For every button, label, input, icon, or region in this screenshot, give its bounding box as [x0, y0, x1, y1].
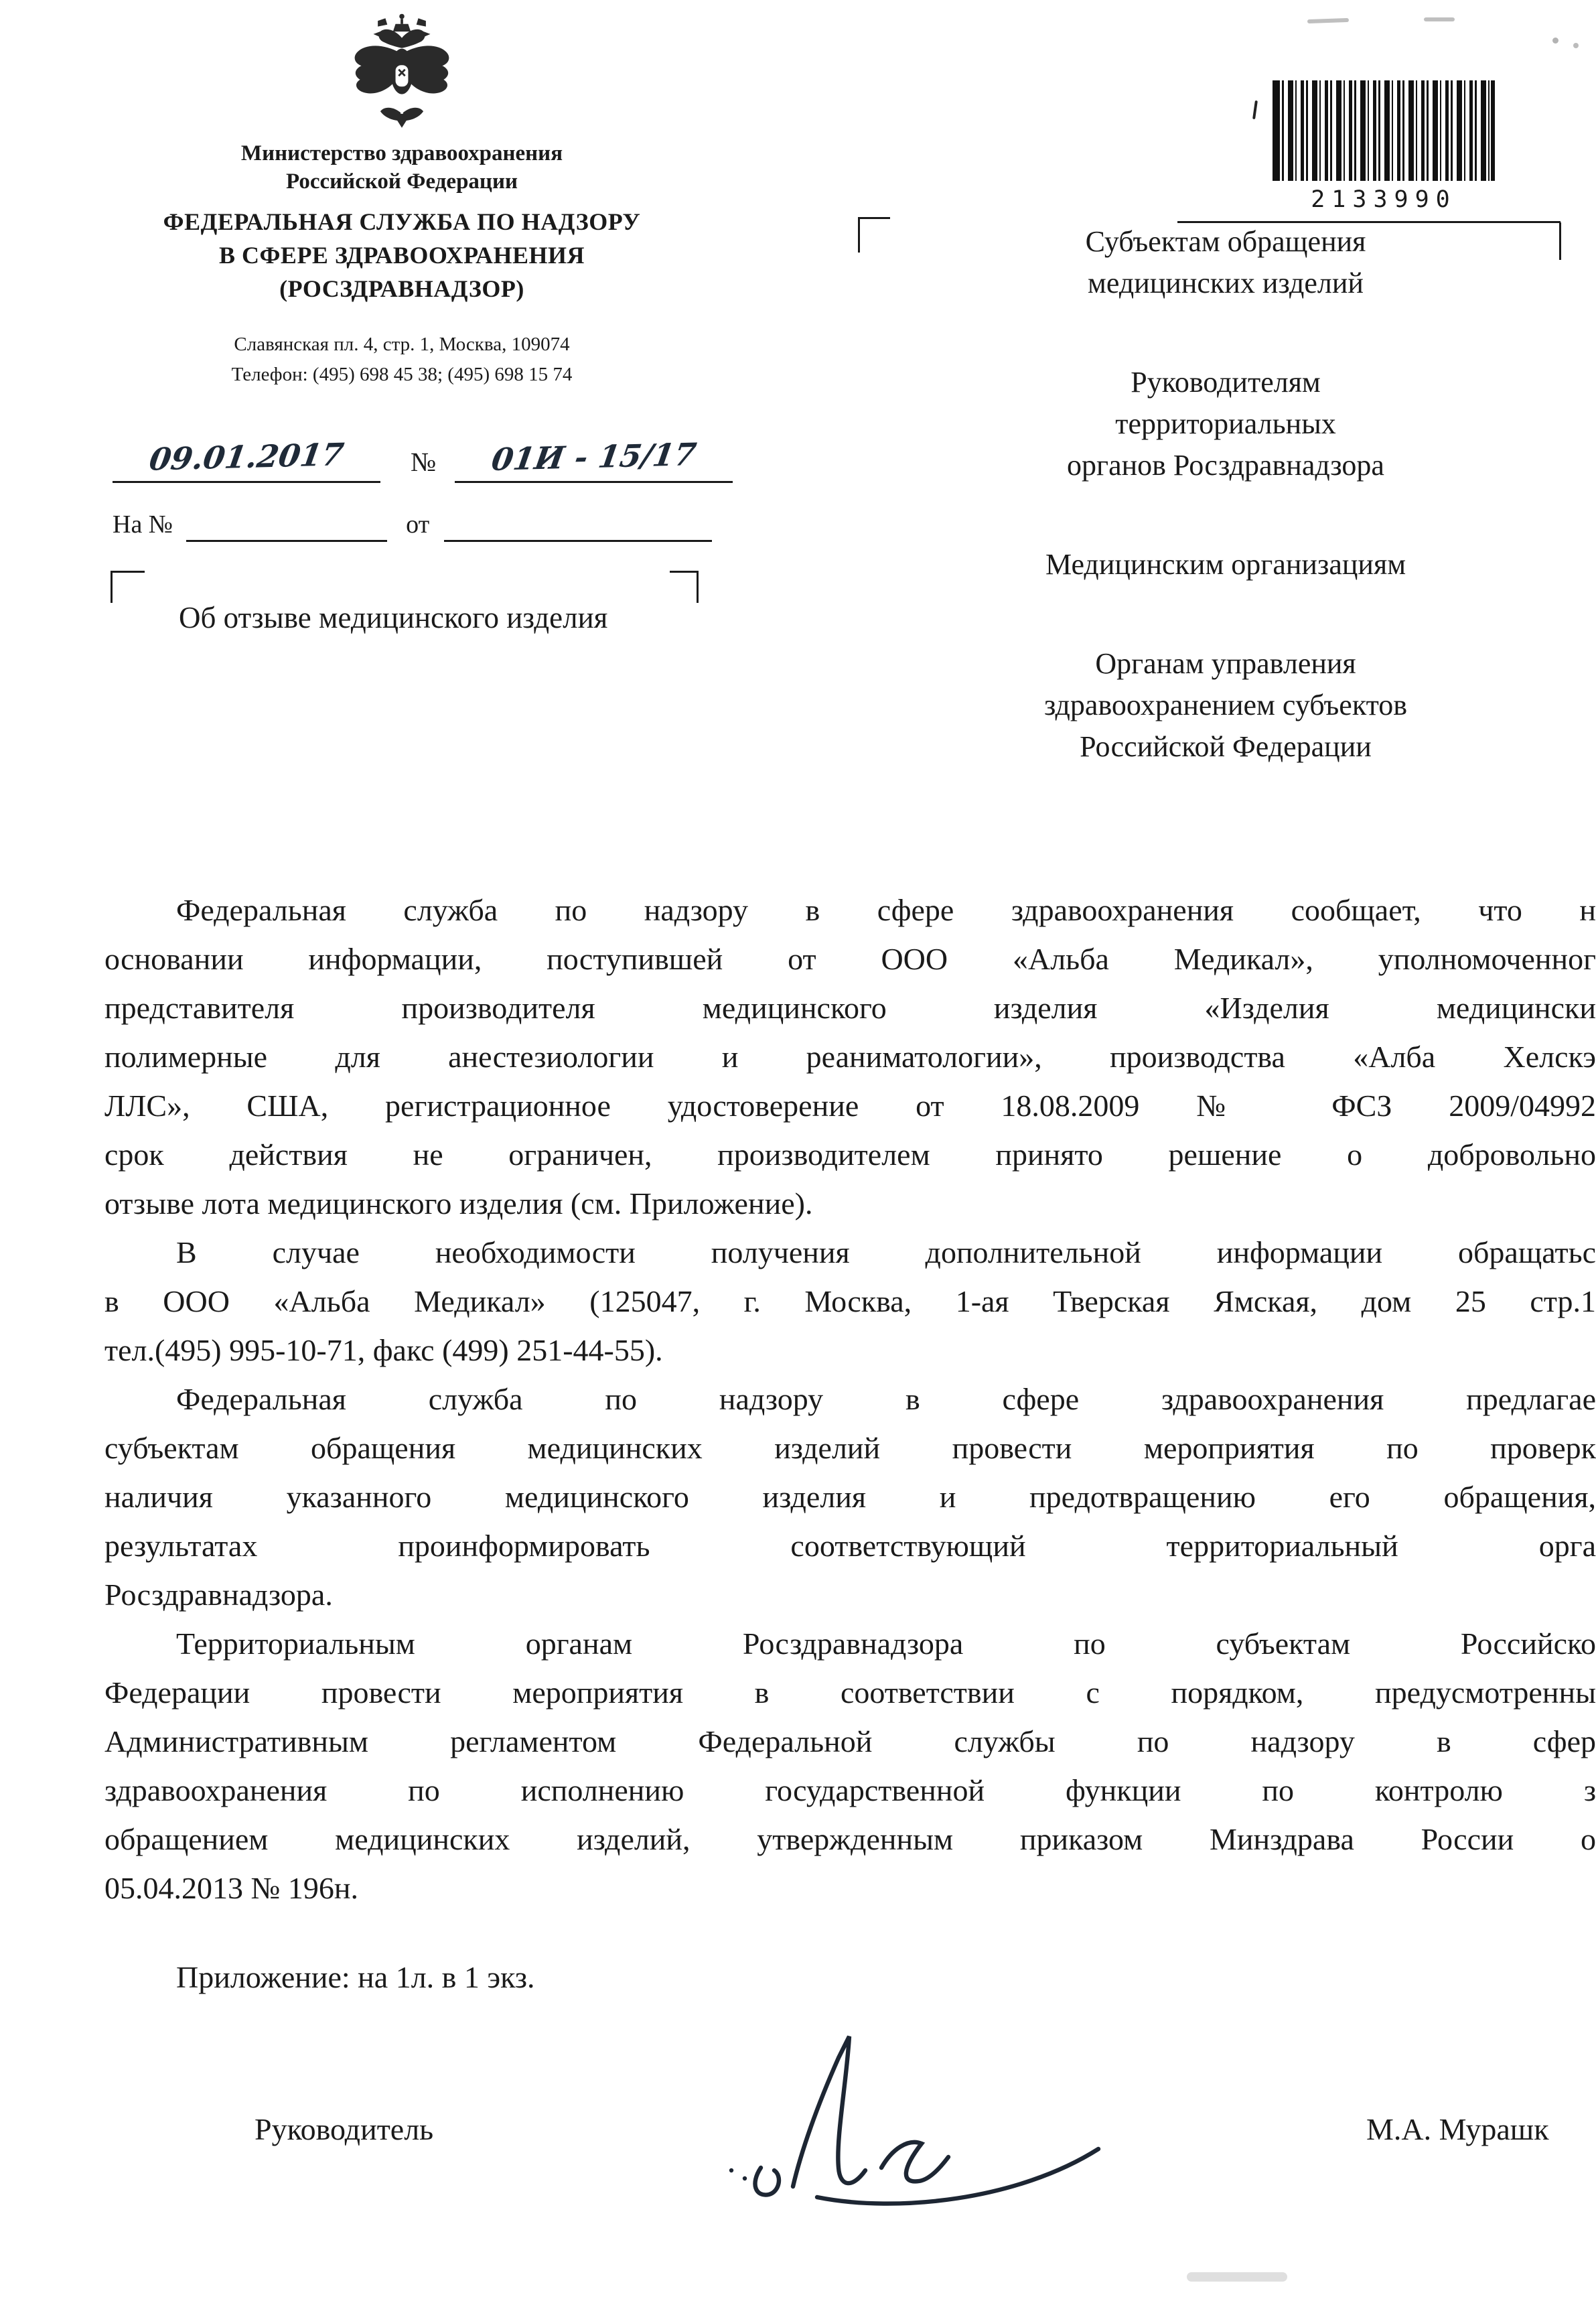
recipient-group — [877, 362, 1574, 486]
body-line: результатах проинформировать соответствующий территориальный орга — [104, 1529, 1596, 1563]
body-line: ЛЛС», США, регистрационное удостоверение от 18.08.2009 № ФСЗ 2009/04992 — [104, 1089, 1596, 1123]
corner-mark-subject-left — [111, 571, 145, 603]
recipient-line: здравоохранением субъектов — [1043, 689, 1408, 721]
recipient-line: Медицинским организациям — [1045, 548, 1406, 581]
body-line: основании информации, поступившей от ООО «Альба Медикал», уполномоченног — [104, 942, 1596, 976]
barcode-block — [1273, 80, 1495, 213]
sender-block — [100, 11, 703, 390]
signature-icon — [723, 2010, 1125, 2224]
recipient-line: Субъектам обращения — [1085, 225, 1366, 258]
body-paragraphs — [104, 886, 1596, 1912]
recipient-line: Органам управления — [1095, 647, 1356, 680]
body-line: срок действия не ограничен, производителем принято решение о добровольно — [104, 1137, 1596, 1172]
body-line: Территориальным органам Росздравнадзора по субъектам Российско — [176, 1626, 1596, 1661]
body-line: В случае необходимости получения дополнительной информации обращатьс — [176, 1235, 1596, 1269]
number-underline — [455, 437, 733, 483]
barcode-number: 2133990 — [1311, 186, 1457, 213]
body-line: Федеральная служба по надзору в сфере здравоохранения предлагае — [176, 1382, 1596, 1416]
ministry-name-line-2: Российской Федерации — [286, 169, 518, 194]
body-line: полимерные для анестезиологии и реаниматологии», производства «Алба Хелскэ — [104, 1040, 1596, 1074]
body-line: Федерации провести мероприятия в соответствии с порядком, предусмотренны — [104, 1675, 1596, 1710]
ref-date-underline — [444, 506, 712, 542]
recipient-group — [877, 221, 1574, 304]
body-line: субъектам обращения медицинских изделий провести мероприятия по проверк — [104, 1431, 1596, 1465]
body-line: в ООО «Альба Медикал» (125047, г. Москва, 1-ая Тверская Ямская, дом 25 стр.1 — [104, 1284, 1596, 1318]
body-line: наличия указанного медицинского изделия и предотвращению его обращения, — [104, 1480, 1596, 1514]
service-name-line-2: В СФЕРЕ ЗДРАВООХРАНЕНИЯ — [219, 242, 585, 269]
sender-postal-address: Славянская пл. 4, стр. 1, Москва, 109074 — [234, 334, 570, 355]
barcode-icon — [1273, 80, 1495, 181]
scan-artifact — [1187, 2272, 1287, 2282]
recipients — [877, 221, 1574, 825]
date-underline — [113, 437, 380, 483]
body-text — [104, 886, 1596, 2002]
body-line: представителя производителя медицинского изделия «Изделия медицински — [104, 991, 1596, 1025]
service-name-line-3: (РОСЗДРАВНАДЗОР) — [279, 275, 524, 302]
handwritten-outgoing-number: 01И - 15/17 — [489, 436, 699, 478]
russian-coat-of-arms-icon — [345, 11, 459, 135]
recipient-group — [877, 544, 1574, 585]
body-line: здравоохранения по исполнению государственной функции по контролю з — [104, 1773, 1596, 1807]
corner-mark-subject-right — [670, 571, 699, 603]
ref-from-label: от — [406, 510, 430, 539]
number-sign: № — [411, 447, 437, 477]
date-number-line — [113, 437, 733, 483]
sender-phone: Телефон: (495) 698 45 38; (495) 698 15 74 — [231, 364, 573, 385]
scan-artifact — [1252, 100, 1258, 119]
recipient-line: Российской Федерации — [1080, 730, 1372, 763]
attachment-line: Приложение: на 1л. в 1 экз. — [176, 1960, 535, 1994]
subject-line: Об отзыве медицинского изделия — [179, 601, 608, 634]
signer-name: М.А. Мурашк — [1366, 2112, 1549, 2146]
recipient-line: медицинских изделий — [1088, 267, 1364, 299]
ministry-name-line-1: Министерство здравоохранения — [240, 141, 563, 165]
body-line: отзыве лота медицинского изделия (см. Приложение). — [104, 1186, 813, 1221]
body-line: 05.04.2013 № 196н. — [104, 1871, 359, 1905]
signer-position: Руководитель — [255, 2112, 434, 2146]
scan-artifact — [1573, 43, 1579, 48]
reference-line — [113, 506, 712, 542]
scan-artifact — [1552, 38, 1558, 44]
handwritten-date: 09.01.2017 — [147, 436, 346, 478]
body-line: тел.(495) 995-10-71, факс (499) 251-44-55). — [104, 1333, 663, 1367]
recipient-line: органов Росздравнадзора — [1067, 449, 1384, 482]
recipient-group — [877, 643, 1574, 768]
ref-label: На № — [113, 510, 173, 539]
body-line: Административным регламентом Федеральной службы по надзору в сфер — [104, 1724, 1596, 1758]
body-line: обращением медицинских изделий, утвержденным приказом Минздрава России о — [104, 1822, 1596, 1856]
ref-number-underline — [186, 506, 387, 542]
scan-artifact — [1424, 17, 1455, 21]
body-line: Росздравнадзора. — [104, 1578, 333, 1612]
body-line: Федеральная служба по надзору в сфере здравоохранения сообщает, что н — [176, 893, 1596, 927]
service-name-line-1: ФЕДЕРАЛЬНАЯ СЛУЖБА ПО НАДЗОРУ — [163, 208, 641, 235]
scan-artifact — [1307, 18, 1349, 23]
recipient-line: Руководителям — [1131, 366, 1321, 399]
recipient-line: территориальных — [1115, 407, 1336, 440]
